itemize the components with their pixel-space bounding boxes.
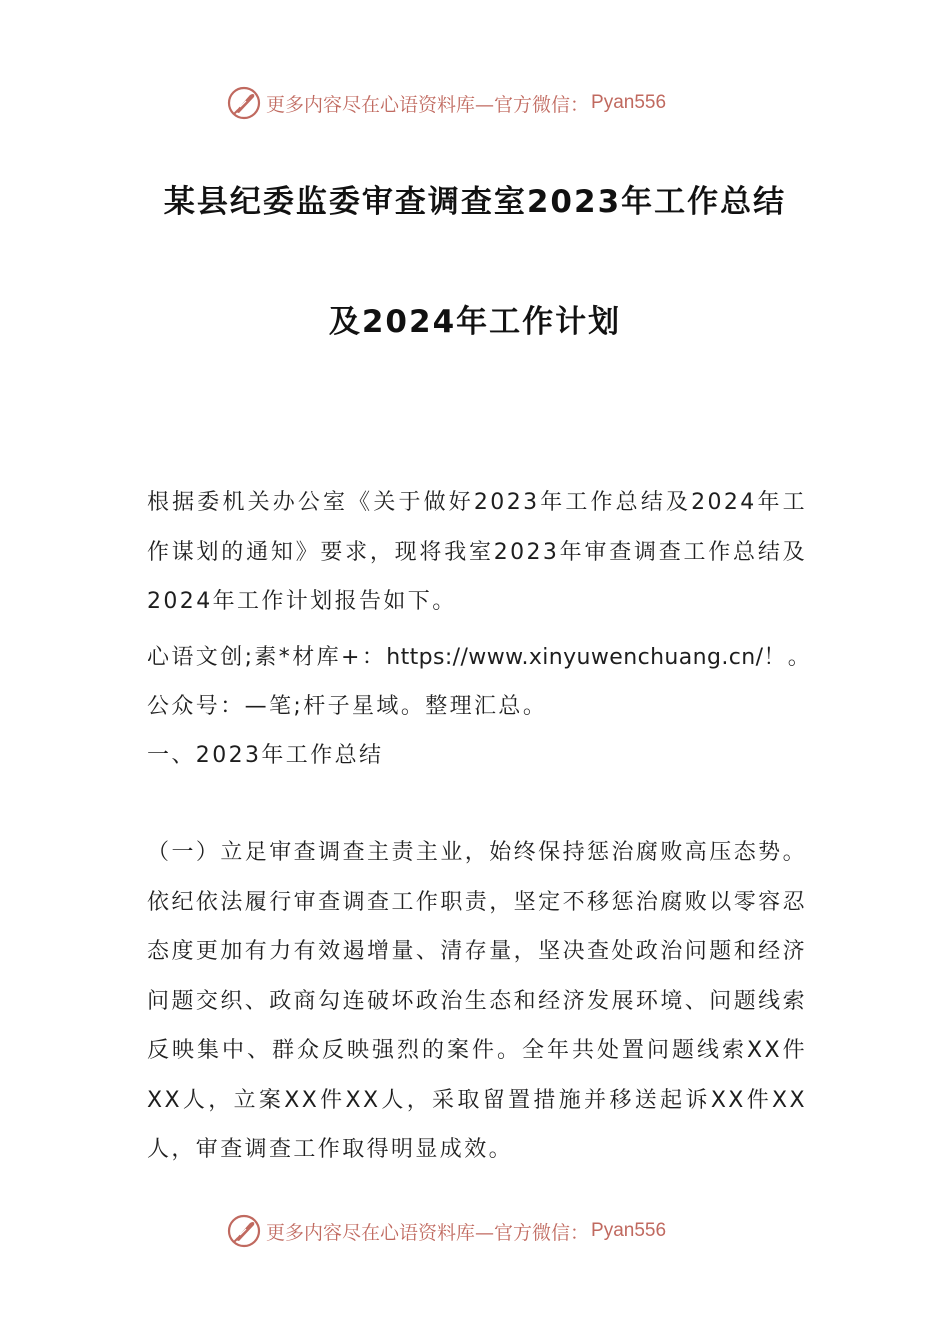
body-paragraph-1: （一）立足审查调查主责主业，始终保持惩治腐败高压态势。依纪依法履行审查调查工作职责，坚定不移惩治腐败以零容忍态度更加有力有效遏增量、清存量，坚决查处政治问题和经济问题交织、政商勾连破坏政治生态和经济发展环境、问题线索反映集中、群众反映强烈的案件。全年共处置问题线索XX件XX人，立案XX件XX人，采取留置措施并移送起诉XX件XX人，审查调查工作取得明显成效。 [147, 840, 807, 1162]
intro-paragraph: 根据委机关办公室《关于做好2023年工作总结及2024年工作谋划的通知》要求，现将我室2023年审查调查工作总结及2024年工作计划报告如下。 [147, 490, 807, 614]
source-prefix: 心语文创;素*材库+： [147, 645, 387, 670]
public-account-line: 公众号：—笔;杆子星域。整理汇总。 [147, 694, 548, 719]
source-line [147, 640, 812, 671]
section-heading: 一、2023年工作总结 [147, 743, 384, 768]
source-link[interactable]: https://www.xinyuwenchuang.cn/ [386, 645, 764, 670]
header-watermark-banner [226, 83, 666, 123]
quill-pen-logo-icon [226, 85, 262, 121]
document-title-line-2: 及2024年工作计划 [328, 304, 622, 340]
banner-wechat-id: Pyan556 [591, 92, 667, 113]
banner-text: 更多内容尽在心语资料库—官方微信： [266, 93, 590, 116]
quill-pen-logo-icon [226, 1213, 262, 1249]
source-suffix: ！。 [763, 645, 813, 670]
banner-text: 更多内容尽在心语资料库—官方微信： [266, 1221, 590, 1244]
document-title-line-1: 某县纪委监委审查调查室2023年工作总结 [163, 184, 787, 220]
banner-wechat-id: Pyan556 [591, 1220, 667, 1241]
footer-watermark-banner [226, 1211, 666, 1251]
